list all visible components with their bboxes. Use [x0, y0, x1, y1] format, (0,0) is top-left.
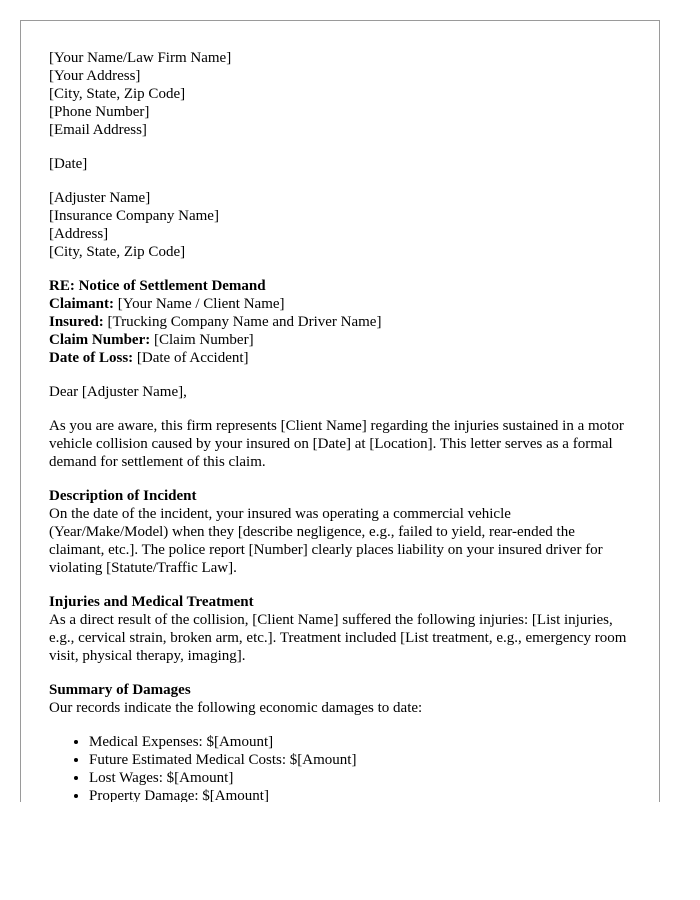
date-of-loss-value: [Date of Accident]: [133, 350, 249, 366]
document-page: [20, 20, 660, 802]
sender-city-state-zip: [City, State, Zip Code]: [49, 86, 186, 102]
damages-title: Summary of Damages: [49, 682, 191, 698]
claim-number-value: [Claim Number]: [150, 332, 254, 348]
damages-list-item: • Future Estimated Medical Costs: $[Amount]: [89, 751, 627, 769]
re-subject: RE: Notice of Settlement Demand: [49, 278, 266, 294]
recipient-name: [Adjuster Name]: [49, 190, 151, 206]
incident-text: On the date of the incident, your insured was operating a commercial vehicle (Year/Make/Model) when they [describe negligence, e.g., failed to yield, rear-ended the claimant, etc.]. The police report [Number] clearly places liability on your insured driver for violating [Statute/Traffic Law].: [49, 506, 603, 576]
incident-section: [49, 487, 627, 577]
claimant-label: Claimant:: [49, 296, 114, 312]
re-claim-number: [49, 331, 627, 349]
recipient-city-state-zip: [City, State, Zip Code]: [49, 244, 186, 260]
damages-list-item: • Medical Expenses: $[Amount]: [89, 733, 627, 751]
damages-section: [49, 681, 627, 717]
re-insured: [49, 313, 627, 331]
sender-address: [Your Address]: [49, 68, 141, 84]
recipient-address: [Address]: [49, 226, 109, 242]
date-of-loss-label: Date of Loss:: [49, 350, 134, 366]
sender-name: [Your Name/Law Firm Name]: [49, 50, 232, 66]
injuries-text: As a direct result of the collision, [Client Name] suffered the following injuries: [List injuries, e.g., cervical strain, broken arm, etc.]. Treatment included [List treatment, e.g., emergency room visit, physical therapy, imaging].: [49, 612, 627, 664]
re-claimant: [49, 295, 627, 313]
letter-body: [49, 49, 627, 802]
injuries-section: [49, 593, 627, 665]
intro-paragraph: As you are aware, this firm represents [Client Name] regarding the injuries sustained in a motor vehicle collision caused by your insured on [Date] at [Location]. This letter serves as a formal demand for settlement of this claim.: [49, 418, 624, 470]
recipient-company: [Insurance Company Name]: [49, 208, 219, 224]
damages-list-item: • Property Damage: $[Amount]: [89, 787, 627, 802]
incident-title: Description of Incident: [49, 488, 197, 504]
sender-block: [49, 49, 627, 139]
salutation: Dear [Adjuster Name],: [49, 384, 187, 400]
claimant-value: [Your Name / Client Name]: [114, 296, 285, 312]
sender-phone: [Phone Number]: [49, 104, 150, 120]
injuries-title: Injuries and Medical Treatment: [49, 594, 254, 610]
damages-list: [49, 733, 627, 802]
insured-value: [Trucking Company Name and Driver Name]: [103, 314, 382, 330]
claim-number-label: Claim Number:: [49, 332, 151, 348]
letter-date: [Date]: [49, 156, 88, 172]
sender-email: [Email Address]: [49, 122, 147, 138]
re-block: [49, 277, 627, 367]
damages-text: Our records indicate the following economic damages to date:: [49, 700, 423, 716]
re-date-of-loss: [49, 349, 627, 367]
recipient-block: [49, 189, 627, 261]
insured-label: Insured:: [49, 314, 104, 330]
damages-list-item: • Lost Wages: $[Amount]: [89, 769, 627, 787]
